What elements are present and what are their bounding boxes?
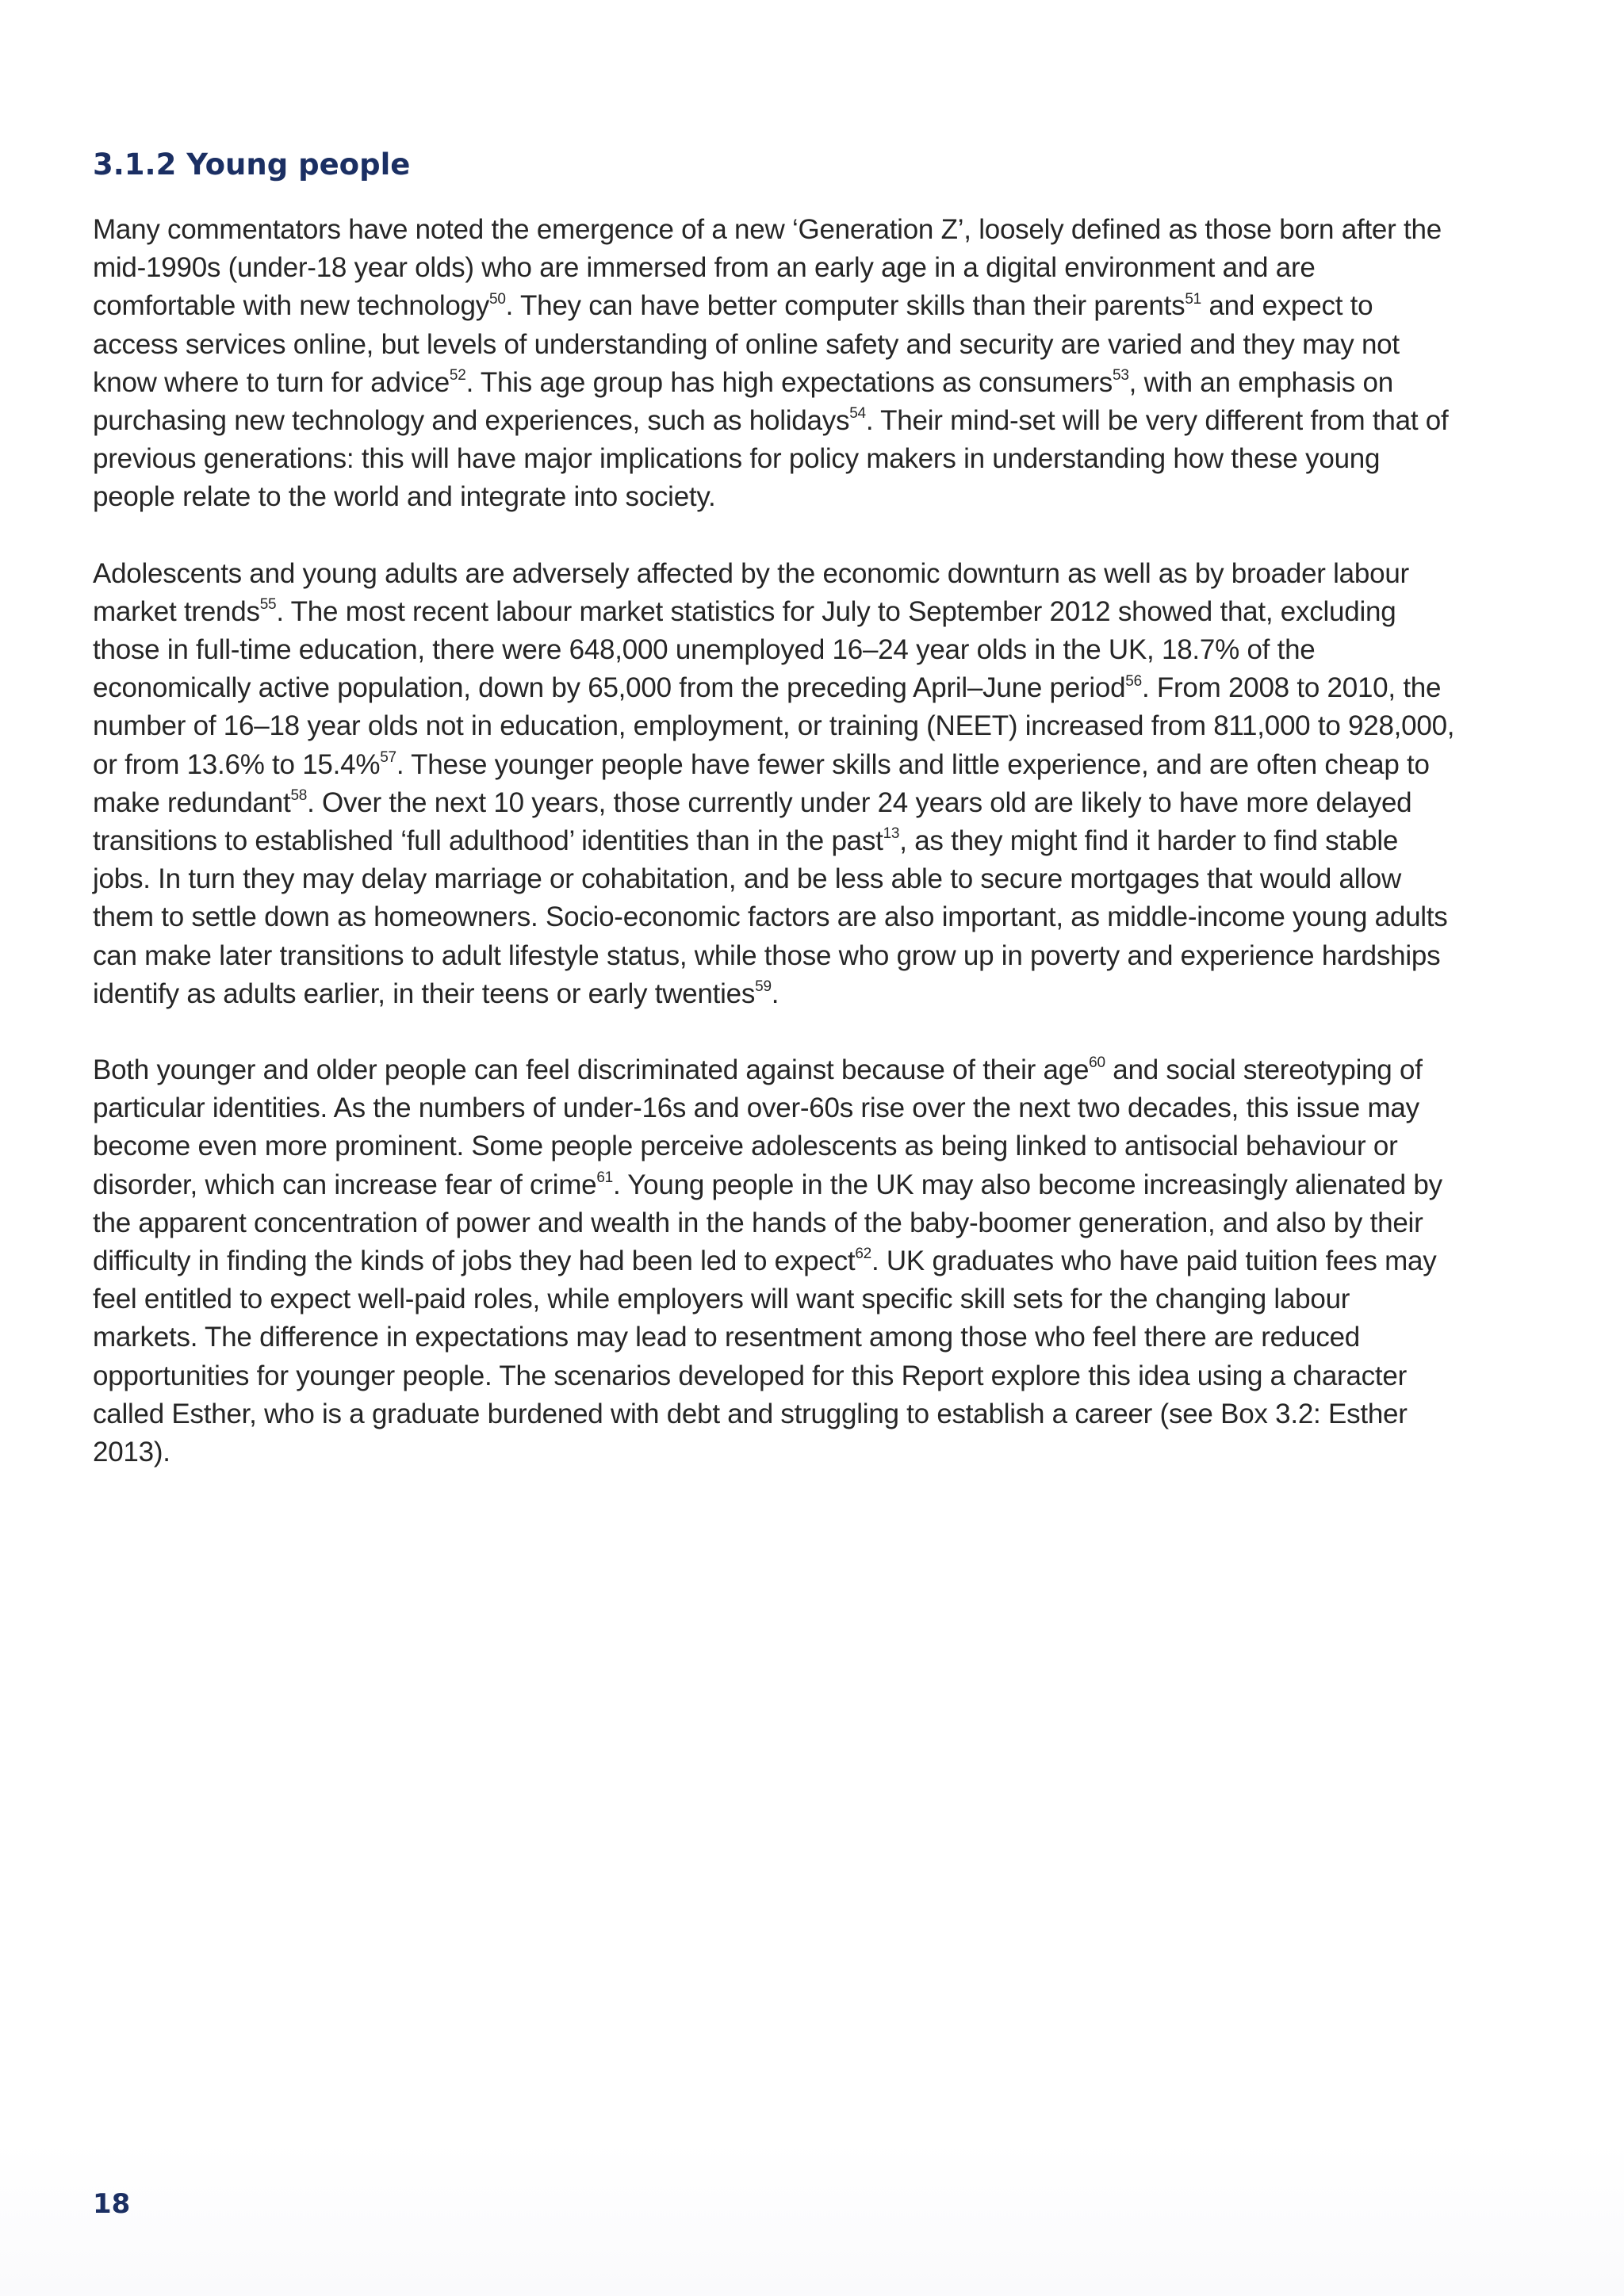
footnote-ref: 60 <box>1089 1054 1105 1072</box>
paragraph-text: and social stereotyping of particular identities. As the numbers of under-16s and over-60s rise over the next two decades, this issue may become even more prominent. Some people perceive adolescents as being linked to antisocial behaviour or disorder, which can increase fear of crime <box>93 1054 1423 1200</box>
paragraph-text: . UK graduates who have paid tuition fees may feel entitled to expect well-paid roles, while employers will want specific skill sets for the changing labour markets. The difference in expectations may lead to resentment among those who feel there are reduced opportunities for younger people. The scenarios developed for this Report explore this idea using a character called Esther, who is a graduate burdened with debt and struggling to establish a career (see Box 3.2: Esther 2013). <box>93 1246 1437 1468</box>
footnote-ref: 52 <box>449 367 466 385</box>
paragraph-text: , as they might find it harder to find stable jobs. In turn they may delay marriage or cohabitation, and be less able to secure mortgages that would allow them to settle down as homeowners. Socio-economic factors are also important, as middle-income young adults can make later transitions to adult lifestyle status, while those who grow up in poverty and experience hardships identify as adults earlier, in their teens or early twenties <box>93 825 1448 1009</box>
footnote-ref: 13 <box>883 825 900 843</box>
page-number: 18 <box>93 2188 131 2220</box>
paragraph-text: . These younger people have fewer skills and little experience, and are often cheap to make redundant <box>93 748 1430 818</box>
footnote-ref: 61 <box>596 1169 613 1187</box>
paragraph-labour-market <box>93 555 1457 1013</box>
footnote-ref: 57 <box>380 748 396 766</box>
paragraph-text: Both younger and older people can feel discriminated against because of their age <box>93 1054 1090 1086</box>
footnote-ref: 53 <box>1113 367 1129 385</box>
footnote-ref: 50 <box>489 290 506 308</box>
paragraph-text: . From 2008 to 2010, the number of 16–18 year olds not in education, employment, or training (NEET) increased from 811,000 to 928,000, or from 13.6% to 15.4% <box>93 672 1455 780</box>
footnote-ref: 55 <box>259 596 277 614</box>
paragraph-text: , with an emphasis on purchasing new technology and experiences, such as holidays <box>93 366 1393 437</box>
paragraph-text: Many commentators have noted the emergence of a new ‘Generation Z’, loosely defined as those born after the mid-1990s (under-18 year olds) who are immersed from an early age in a digital environment and are comfortable with new technology <box>93 214 1442 322</box>
paragraph-text: . Their mind-set will be very different from that of previous generations: this will have major implications for policy makers in understanding how these young people relate to the world and integrate into society. <box>93 405 1449 513</box>
paragraph-age-discrimination <box>93 1051 1457 1471</box>
paragraph-text: Adolescents and young adults are adversely affected by the economic downturn as well as by broader labour market trends <box>93 557 1409 627</box>
paragraph-text: . This age group has high expectations as consumers <box>465 366 1113 398</box>
footnote-ref: 54 <box>849 405 866 423</box>
paragraph-text: . The most recent labour market statistics for July to September 2012 showed that, excluding those in full-time education, there were 648,000 unemployed 16–24 year olds in the UK, 18.7% of the economically active population, down by 65,000 from the preceding April–June period <box>93 595 1396 704</box>
footnote-ref: 58 <box>290 787 308 805</box>
footnote-ref: 62 <box>855 1246 871 1263</box>
section-heading: 3.1.2 Young people <box>93 147 411 182</box>
paragraph-text: . Young people in the UK may also become increasingly alienated by the apparent concentration of power and wealth in the hands of the baby-boomer generation, and also by their difficulty in finding the kinds of jobs they had been led to expect <box>93 1169 1442 1277</box>
paragraph-text: and expect to access services online, but levels of understanding of online safety and security are varied and they may not know where to turn for advice <box>93 290 1400 398</box>
footnote-ref: 59 <box>755 978 772 996</box>
footnote-ref: 56 <box>1125 672 1142 690</box>
paragraph-text: . Over the next 10 years, those currently under 24 years old are likely to have more delayed transitions to established ‘full adulthood’ identities than in the past <box>93 786 1412 857</box>
document-body <box>93 143 1457 1510</box>
page-background-shade <box>0 2141 1624 2296</box>
footnote-ref: 51 <box>1185 290 1201 308</box>
paragraph-generation-z <box>93 211 1457 517</box>
paragraph-text: . They can have better computer skills than their parents <box>505 290 1185 322</box>
paragraph-text: . <box>771 978 779 1009</box>
